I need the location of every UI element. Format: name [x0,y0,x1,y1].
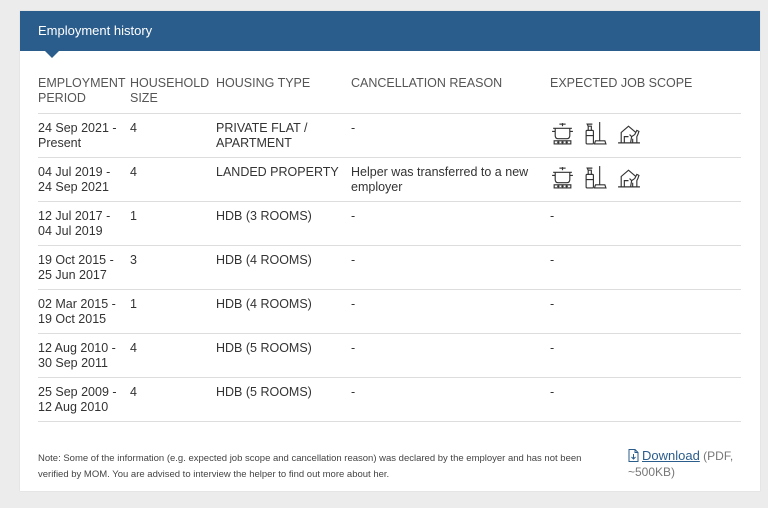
col-expected-job-scope: EXPECTED JOB SCOPE [550,75,741,114]
table-row [38,246,741,290]
period-cell: 24 Sep 2021 - Present [38,114,130,158]
household-cell: 1 [130,202,216,246]
cooking-icon [550,165,575,190]
employment-history-table [38,75,741,422]
pdf-file-icon [628,449,639,462]
scope-cell [550,158,741,202]
housing-cell: PRIVATE FLAT / APARTMENT [216,114,351,158]
cleaning-icon [583,165,608,190]
header-notch [45,51,59,58]
download-meta: (PDF, ~500KB) [628,449,734,479]
household-cell: 4 [130,158,216,202]
household-cell: 4 [130,334,216,378]
col-household-size: HOUSEHOLD SIZE [130,75,216,114]
cancellation-cell: Helper was transferred to a new employer [351,158,550,202]
period-cell: 04 Jul 2019 - 24 Sep 2021 [38,158,130,202]
scope-cell: - [550,334,741,378]
employment-history-card [20,11,760,491]
table-row [38,334,741,378]
table-row [38,114,741,158]
period-cell: 12 Jul 2017 - 04 Jul 2019 [38,202,130,246]
housing-cell: HDB (3 ROOMS) [216,202,351,246]
period-cell: 19 Oct 2015 - 25 Jun 2017 [38,246,130,290]
table-row [38,202,741,246]
table-header-row [38,75,741,114]
household-cell: 4 [130,378,216,422]
period-cell: 25 Sep 2009 - 12 Aug 2010 [38,378,130,422]
table-row [38,290,741,334]
col-housing-type: HOUSING TYPE [216,75,351,114]
period-cell: 02 Mar 2015 - 19 Oct 2015 [38,290,130,334]
housing-cell: HDB (5 ROOMS) [216,334,351,378]
col-employment-period: EMPLOYMENT PERIOD [38,75,130,114]
pet-care-icon [616,121,641,146]
col-cancellation-reason: CANCELLATION REASON [351,75,550,114]
pet-care-icon [616,165,641,190]
housing-cell: HDB (4 ROOMS) [216,246,351,290]
scope-cell: - [550,378,741,422]
download-section [628,448,748,480]
table-row [38,158,741,202]
scope-cell: - [550,290,741,334]
download-link[interactable]: Download [642,448,700,463]
scope-cell: - [550,246,741,290]
cancellation-cell: - [351,290,550,334]
cancellation-cell: - [351,202,550,246]
cooking-icon [550,121,575,146]
card-title: Employment history [38,23,153,38]
cleaning-icon [583,121,608,146]
scope-cell [550,114,741,158]
cancellation-cell: - [351,378,550,422]
disclaimer-note: Note: Some of the information (e.g. expected job scope and cancellation reason) was declared by the employer and has not been verified by MOM. You are advised to interview the helper to find out more about her. [38,453,582,480]
cancellation-cell: - [351,334,550,378]
cancellation-cell: - [351,114,550,158]
household-cell: 1 [130,290,216,334]
scope-cell: - [550,202,741,246]
housing-cell: LANDED PROPERTY [216,158,351,202]
table-row [38,378,741,422]
household-cell: 4 [130,114,216,158]
household-cell: 3 [130,246,216,290]
period-cell: 12 Aug 2010 - 30 Sep 2011 [38,334,130,378]
housing-cell: HDB (4 ROOMS) [216,290,351,334]
housing-cell: HDB (5 ROOMS) [216,378,351,422]
card-header [20,11,760,51]
cancellation-cell: - [351,246,550,290]
